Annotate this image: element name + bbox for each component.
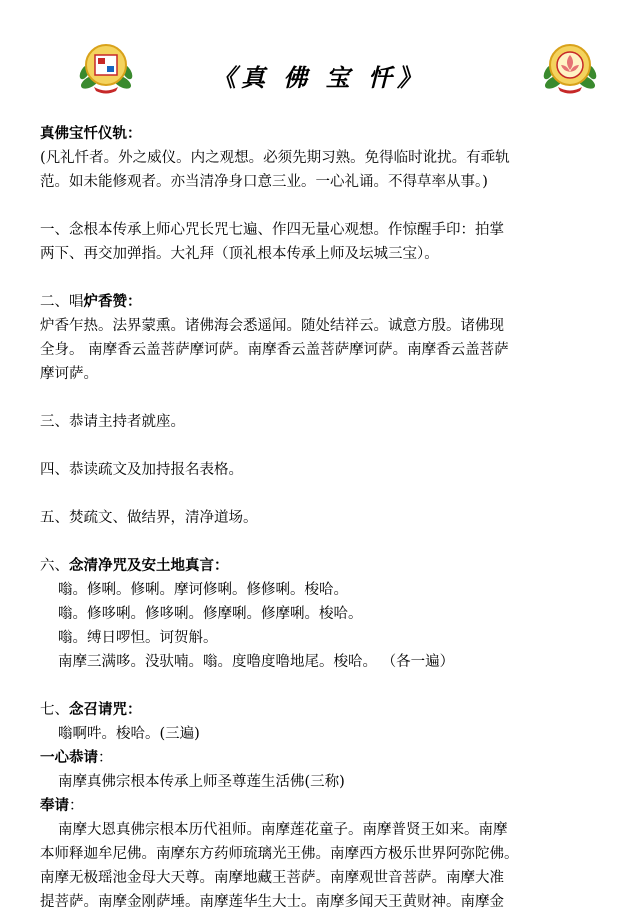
text-line: 摩诃萨。: [40, 366, 98, 382]
mantra-line: 嗡。修哆唎。修哆唎。修摩唎。修摩唎。梭哈。: [58, 606, 363, 622]
text-line: (凡礼忏者。外之威仪。内之观想。必须先期习熟。免得临时讹扰。有乖轨: [40, 150, 510, 166]
text-line: 炉香乍热。法界蒙熏。诸佛海会悉遥闻。随处结祥云。诚意方殷。诸佛现: [40, 318, 504, 334]
document-body: [40, 122, 612, 914]
mantra-line: 南摩三满哆。没驮喃。嗡。度噜度噜地尾。梭哈。 （各一遍）: [58, 654, 455, 670]
section-heading: 六、念清净咒及安土地真言：: [40, 557, 229, 574]
mantra-line: 嗡。缚日啰怛。诃贺斛。: [58, 630, 218, 646]
section-heading: 奉请：: [40, 797, 84, 814]
document-title: 《真 佛 宝 忏》: [211, 63, 427, 92]
mantra-line: 嗡啊吽。梭哈。(三遍): [58, 726, 200, 742]
section-heading: 二、唱炉香赞：: [40, 293, 142, 310]
text-line: 本师释迦牟尼佛。南摩东方药师琉璃光王佛。南摩西方极乐世界阿弥陀佛。: [40, 846, 519, 862]
text-line: 两下、再交加弹指。大礼拜（顶礼根本传承上师及坛城三宝）。: [40, 246, 439, 262]
text-line: 五、焚疏文、做结界，清净道场。: [40, 510, 258, 526]
mantra-line: 嗡。修唎。修唎。摩诃修唎。修修唎。梭哈。: [58, 582, 348, 598]
section-heading: 一心恭请：: [40, 749, 113, 766]
text-line: 提菩萨。南摩金刚萨埵。南摩莲华生大士。南摩多闻天王黄财神。南摩金: [40, 894, 504, 910]
text-line: 南摩大恩真佛宗根本历代祖师。南摩莲花童子。南摩普贤王如来。南摩: [58, 822, 508, 838]
text-line: 全身。 南摩香云盖菩萨摩诃萨。南摩香云盖菩萨摩诃萨。南摩香云盖菩萨: [40, 342, 509, 358]
text-line: 三、恭请主持者就座。: [40, 414, 185, 430]
text-line: 南摩无极瑶池金母大天尊。南摩地藏王菩萨。南摩观世音菩萨。南摩大准: [40, 870, 504, 886]
section-heading: 真佛宝忏仪轨：: [40, 125, 142, 142]
text-line: 一、念根本传承上师心咒长咒七遍、作四无量心观想。作惊醒手印：拍掌: [40, 222, 504, 238]
text-line: 范。如未能修观者。亦当清净身口意三业。一心礼诵。不得草率从事。): [40, 174, 488, 190]
text-line: 南摩真佛宗根本传承上师圣尊莲生活佛(三称): [58, 774, 345, 790]
section-heading: 七、念召请咒：: [40, 701, 142, 718]
text-line: 四、恭读疏文及加持报名表格。: [40, 462, 243, 478]
